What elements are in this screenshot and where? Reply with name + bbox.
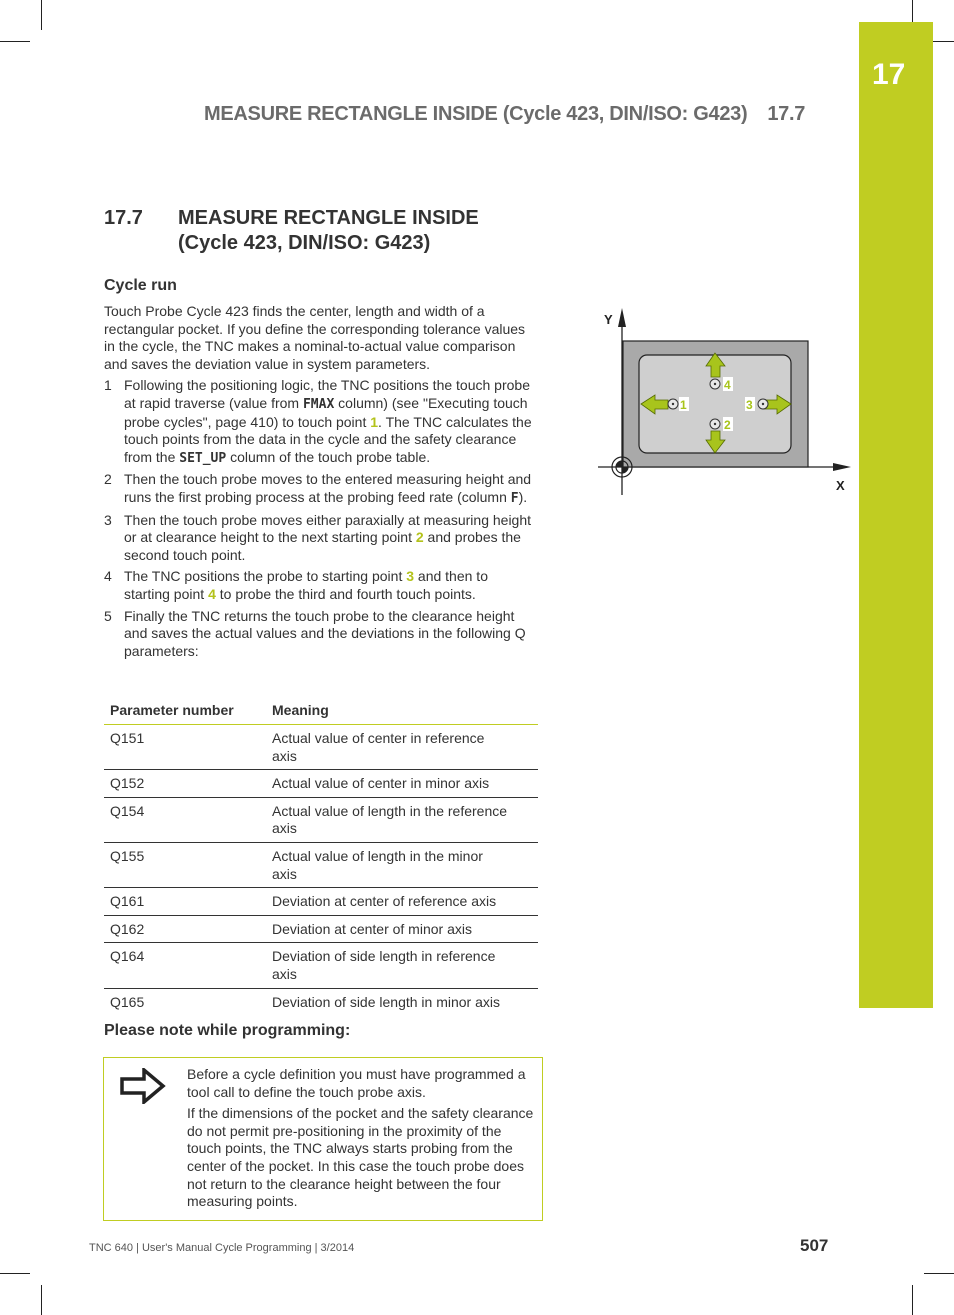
running-header-title: MEASURE RECTANGLE INSIDE (Cycle 423, DIN/ISO: G423)	[204, 103, 748, 125]
step-number: 3	[104, 511, 112, 528]
step-text: Then the touch probe moves either paraxially at measuring height or at clearance height to the next starting point	[124, 511, 532, 546]
param-cell: Q165	[110, 993, 145, 1010]
step-text: column of the touch probe table.	[226, 448, 431, 465]
table-row	[104, 770, 538, 798]
step-text: . The TNC calculates the touch points from the data in the cycle and the safety clearance from the	[124, 413, 532, 465]
step-text: The TNC positions the probe to starting point	[124, 568, 407, 585]
meaning-cell: Deviation of side length in minor axis	[272, 993, 501, 1010]
step-text: and probes the second touch point.	[124, 529, 521, 563]
param-cell: Q154	[104, 797, 266, 842]
note-paragraph: If the dimensions of the pocket and the safety clearance do not permit pre-positioning in the proximity of the touch points, the TNC always starts probing from the center of the pocket. In this case the touch probe does not return to the clearance height between the four measuring points.	[187, 1105, 534, 1210]
step-number: 1	[104, 377, 112, 394]
programming-note-box	[103, 1057, 543, 1221]
rectangle-pocket-diagram	[595, 305, 860, 500]
page-number: 507	[800, 1236, 829, 1255]
chapter-tab	[859, 22, 933, 1008]
step-number: 4	[104, 568, 112, 585]
chapter-number: 17	[872, 58, 906, 91]
title-line-2: (Cycle 423, DIN/ISO: G423)	[178, 232, 431, 254]
param-cell: Q152	[104, 770, 266, 798]
step-item	[104, 608, 534, 661]
step-item	[104, 377, 534, 467]
step-text: and then to starting point	[124, 568, 488, 602]
step-item	[104, 471, 534, 507]
step-list	[104, 377, 534, 660]
point-ref: 2	[415, 529, 424, 546]
param-cell: Q151	[104, 725, 266, 770]
keyword: F	[510, 490, 519, 506]
meaning-cell: Deviation at center of reference axis	[266, 888, 538, 916]
param-cell: Q164	[104, 943, 266, 988]
note-text	[187, 1066, 537, 1215]
x-axis-arrowhead	[833, 463, 851, 471]
q-parameter-table	[104, 700, 538, 1015]
note-paragraph: Before a cycle definition you must have programmed a tool call to define the touch probe axis.	[187, 1066, 526, 1100]
crop-mark	[41, 1285, 42, 1315]
cycle-run-heading: Cycle run	[104, 277, 177, 294]
title-line-1: MEASURE RECTANGLE INSIDE	[178, 207, 479, 229]
crop-mark	[912, 1285, 913, 1315]
keyword: SET_UP	[179, 450, 227, 466]
table-row	[104, 842, 538, 887]
programming-note-heading: Please note while programming:	[104, 1022, 351, 1039]
step-item	[104, 512, 534, 565]
table-row	[104, 725, 538, 770]
table-row	[104, 915, 538, 943]
table-row	[104, 797, 538, 842]
meaning-cell: Actual value of center in minor axis	[266, 770, 538, 798]
step-number: 5	[104, 607, 112, 624]
param-cell: Q161	[104, 888, 266, 916]
meaning-cell: Actual value of length in the minor axis	[266, 842, 538, 887]
page-title	[104, 206, 479, 256]
table-row	[104, 943, 538, 988]
step-text: Then the touch probe moves to the entered measuring height and runs the first probing process at the probing feed rate (column	[124, 471, 532, 505]
intro-paragraph: Touch Probe Cycle 423 finds the center, length and width of a rectangular pocket. If you define the corresponding tolerance values in the cycle, the TNC makes a nominal-to-actual value comparison and saves the deviation value in system parameters.	[104, 303, 526, 372]
step-text: Following the positioning logic, the TNC positions the touch probe at rapid traverse (value from	[124, 377, 530, 411]
point-label-2: 2	[724, 418, 731, 432]
y-axis-label: Y	[604, 312, 613, 327]
section-number: 17.7	[104, 207, 143, 229]
point-label-3: 3	[746, 398, 753, 412]
step-item	[104, 568, 534, 603]
y-axis-arrowhead	[618, 308, 626, 327]
point-label-1: 1	[680, 398, 687, 412]
crop-mark	[0, 41, 30, 42]
crop-mark	[41, 0, 42, 30]
step-number: 2	[104, 471, 112, 488]
table-row	[104, 888, 538, 916]
column-header: Meaning	[266, 700, 538, 725]
param-cell: Q162	[104, 915, 266, 943]
step-text: Finally the TNC returns the touch probe to the clearance height and saves the actual values and the deviations in the following Q parameters:	[124, 607, 526, 659]
keyword: FMAX	[302, 396, 335, 412]
arrow-right-icon	[120, 1068, 166, 1104]
footer-text: TNC 640 | User's Manual Cycle Programming | 3/2014	[89, 1242, 355, 1254]
crop-mark	[0, 1273, 30, 1274]
step-text: column) (see "Executing touch probe cycles", page 410) to touch point	[124, 394, 528, 430]
point-ref: 1	[370, 413, 379, 430]
meaning-cell: Actual value of length in the reference axis	[266, 797, 538, 842]
meaning-cell: Deviation at center of minor axis	[266, 915, 538, 943]
param-cell: Q155	[104, 842, 266, 887]
crop-mark	[924, 1273, 954, 1274]
point-label-4: 4	[724, 378, 731, 392]
column-header: Parameter number	[104, 700, 266, 725]
table-row	[104, 988, 538, 1015]
meaning-cell: Deviation of side length in reference axis	[266, 943, 538, 988]
point-ref: 4	[208, 585, 216, 602]
meaning-cell: Actual value of center in reference axis	[266, 725, 538, 770]
step-text: to probe the third and fourth touch points.	[215, 585, 476, 602]
running-header-section: 17.7	[767, 103, 806, 125]
step-text: ).	[518, 488, 528, 505]
x-axis-label: X	[836, 478, 845, 493]
cycle-run-body	[104, 303, 534, 664]
running-header	[204, 103, 805, 126]
table-header-row	[104, 700, 538, 725]
point-ref: 3	[406, 568, 415, 585]
